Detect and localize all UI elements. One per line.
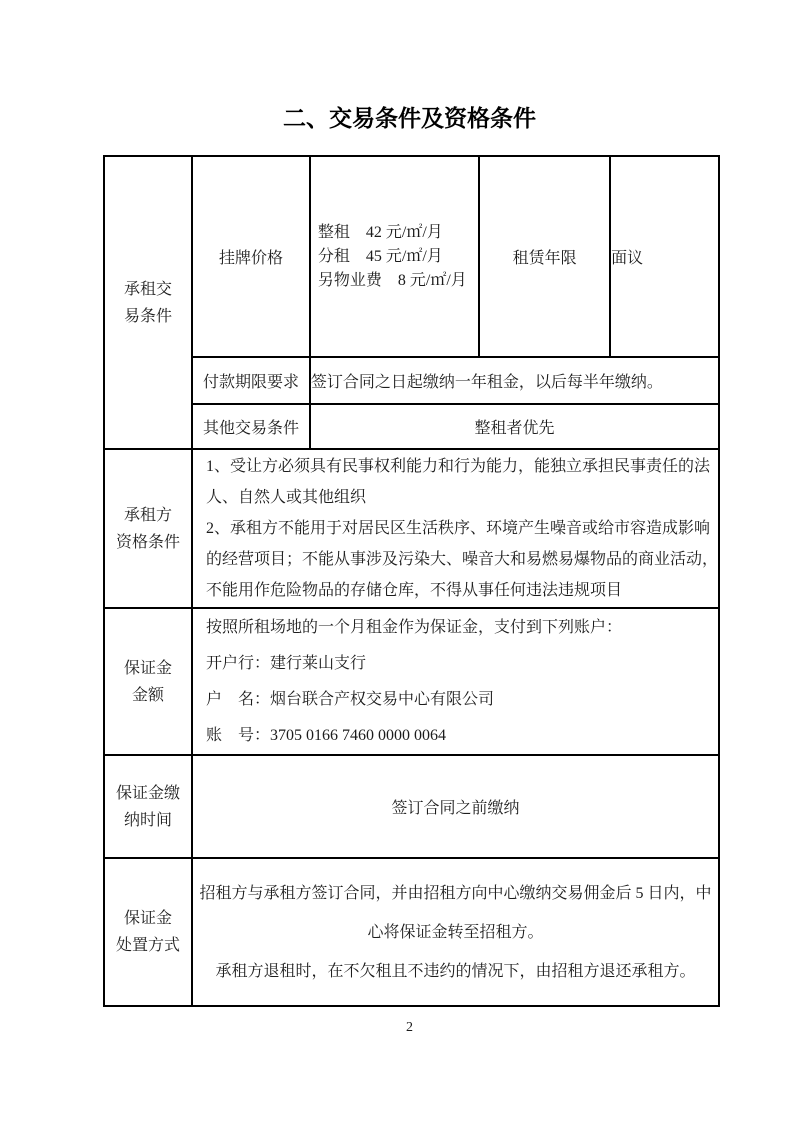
- lease-term-label: 租赁年限: [479, 156, 610, 357]
- row-header-line: 资格条件: [115, 533, 180, 551]
- qualification-line: 不能用作危险物品的存储仓库，不得从事任何违法违规项目: [206, 582, 623, 599]
- row-header-line: 保证金: [123, 910, 172, 927]
- qualification-line: 的经营项目；不能从事涉及污染大、噪音大和易燃易爆物品的商业活动，: [206, 551, 719, 568]
- row-payment-terms: [104, 357, 719, 404]
- deposit-account-number-line: 账 号：3705 0166 7460 0000 0064: [206, 726, 447, 744]
- row-deposit-amount: [104, 608, 719, 755]
- conditions-table: [103, 155, 720, 1007]
- disposal-line: 心将保证金转至招租方。: [367, 923, 544, 941]
- price-line-whole-rent: 整租 42 元/㎡/月: [317, 223, 443, 241]
- listing-price-label: 挂牌价格: [192, 156, 310, 357]
- qualification-text: [192, 449, 719, 608]
- qualification-line: 1、受让方必须具有民事权利能力和行为能力，能独立承担民事责任的法: [206, 458, 711, 475]
- deposit-amount-text: [192, 608, 719, 755]
- qualification-line: 人、自然人或其他组织: [206, 489, 367, 506]
- qualification-line: 2、承租方不能用于对居民区生活秩序、环境产生噪音或给市容造成影响: [206, 520, 711, 537]
- row-header-line: 易条件: [123, 307, 172, 325]
- deposit-disposal-text: [192, 858, 719, 1006]
- page-title: 二、交易条件及资格条件: [283, 105, 536, 131]
- deposit-time-value: 签订合同之前缴纳: [192, 755, 719, 858]
- row-header-line: 金额: [131, 686, 164, 704]
- row-header-deposit-time: [104, 755, 192, 858]
- deposit-account-name-line: 户 名：烟台联合产权交易中心有限公司: [206, 690, 495, 708]
- payment-terms-value: 签订合同之日起缴纳一年租金，以后每半年缴纳。: [310, 357, 719, 404]
- price-line-partial-rent: 分租 45 元/㎡/月: [317, 247, 443, 265]
- row-header-line: 保证金: [123, 659, 172, 677]
- row-header-line: 承租方: [123, 506, 172, 524]
- row-header-line: 承租交: [123, 280, 172, 298]
- row-deposit-time: [104, 755, 719, 858]
- row-qualification: [104, 449, 719, 608]
- disposal-line: 招租方与承租方签订合同，并由招租方向中心缴纳交易佣金后 5 日内，中: [199, 884, 712, 902]
- row-header-qualification: [104, 449, 192, 608]
- row-header-leasing-conditions: [104, 156, 192, 449]
- deposit-bank-line: 开户行：建行莱山支行: [206, 654, 367, 672]
- other-conditions-value: 整租者优先: [310, 404, 719, 449]
- listing-price-values: [310, 156, 479, 357]
- row-other-conditions: [104, 404, 719, 449]
- row-header-line: 保证金缴: [115, 784, 180, 802]
- row-header-line: 处置方式: [115, 937, 180, 954]
- other-conditions-label: 其他交易条件: [192, 404, 310, 449]
- row-deposit-disposal: [104, 858, 719, 1006]
- deposit-amount-line: 按照所租场地的一个月租金作为保证金，支付到下列账户：: [206, 618, 623, 636]
- row-listing-price: [104, 156, 719, 357]
- row-header-deposit-amount: [104, 608, 192, 755]
- price-line-property-fee: 另物业费 8 元/㎡/月: [317, 271, 467, 289]
- payment-terms-label: 付款期限要求: [192, 357, 310, 404]
- row-header-line: 纳时间: [123, 811, 172, 829]
- page-number: 2: [406, 1020, 413, 1035]
- lease-term-value: 面议: [610, 156, 719, 357]
- disposal-line: 承租方退租时，在不欠租且不违约的情况下，由招租方退还承租方。: [215, 962, 696, 980]
- row-header-deposit-disposal: [104, 858, 192, 1006]
